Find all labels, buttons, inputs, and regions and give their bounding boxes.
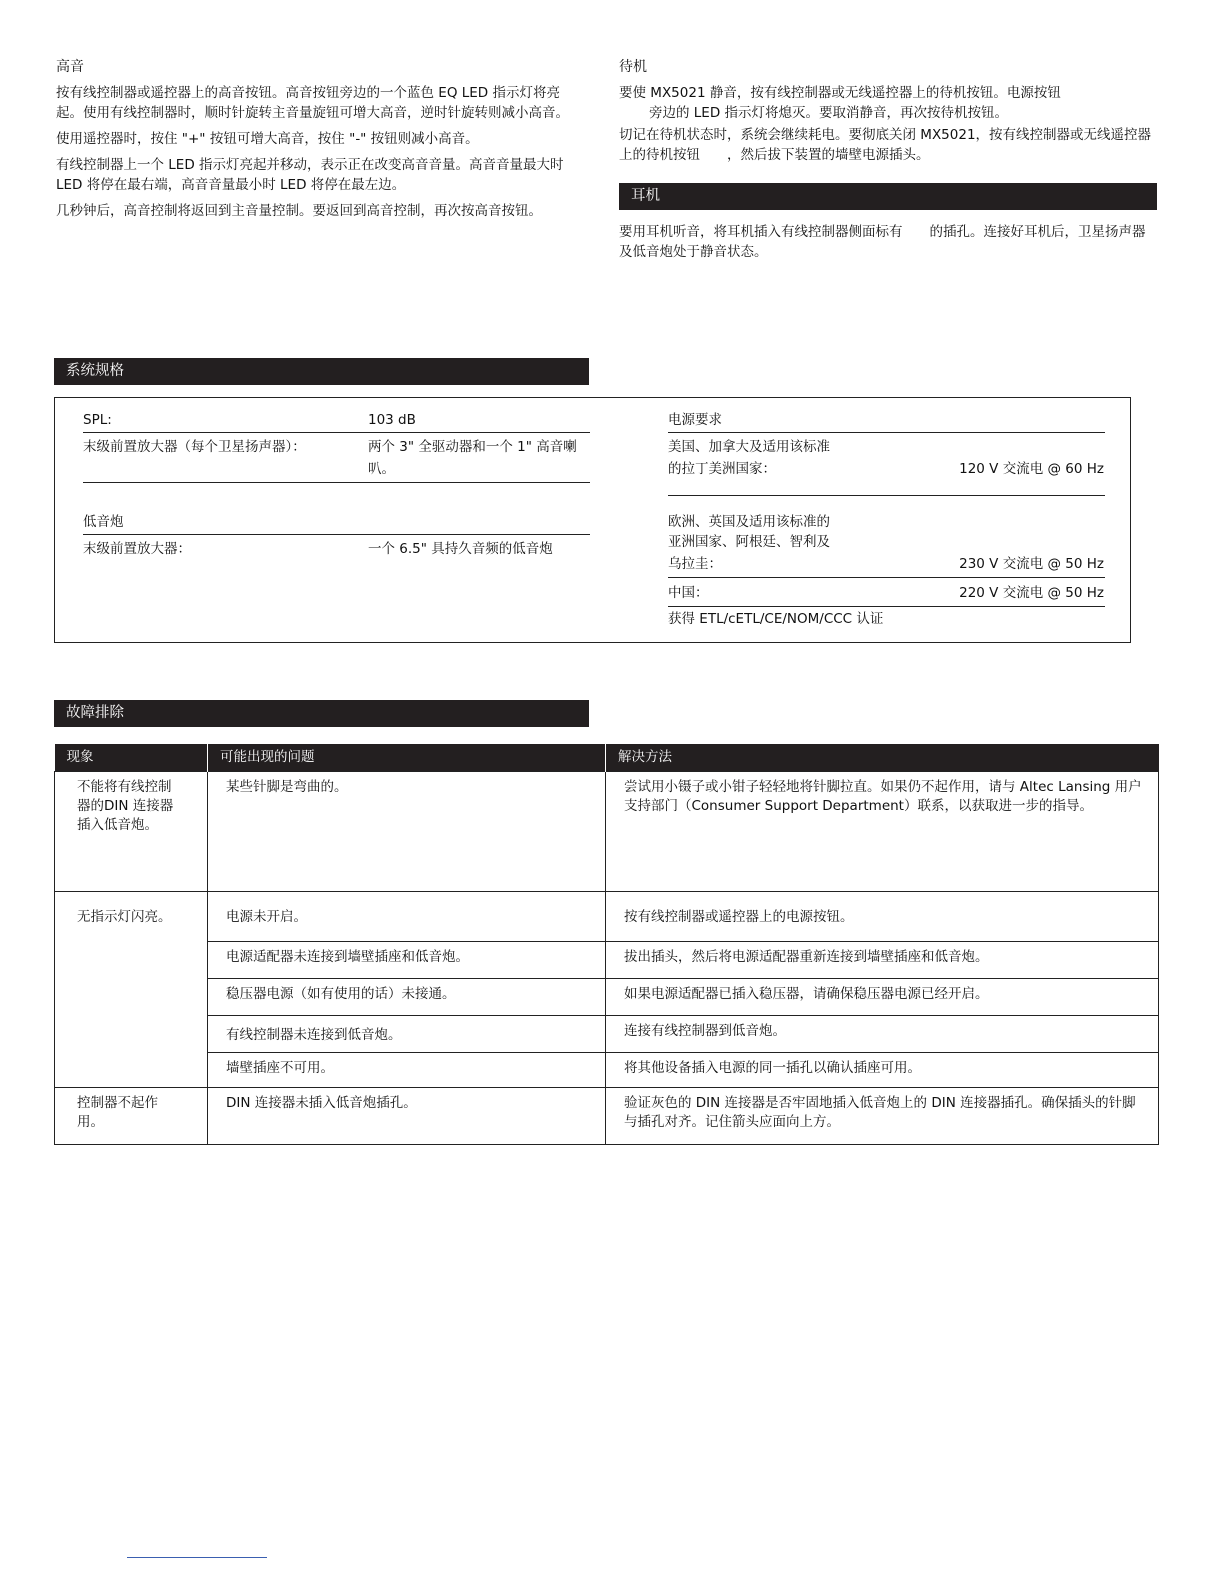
treble-section bbox=[56, 57, 584, 227]
treble-paragraph-2: 使用遥控器时，按住 "+" 按钮可增大高音，按住 "-" 按钮则减小高音。 bbox=[56, 131, 479, 147]
power-cn-label: 中国： bbox=[668, 585, 709, 601]
troubleshooting-section-bar: 故障排除 bbox=[54, 700, 589, 727]
power-eu-label-2: 亚洲国家、阿根廷、智利及 bbox=[668, 534, 830, 550]
subwoofer-value: 一个 6.5" 具持久音频的低音炮 bbox=[368, 541, 553, 557]
subwoofer-divider bbox=[83, 534, 590, 535]
problem-cell: 电源适配器未连接到墙壁插座和低音炮。 bbox=[208, 942, 606, 979]
standby-section bbox=[619, 57, 1153, 171]
power-eu-label-3: 乌拉圭： bbox=[668, 556, 722, 572]
amp-value: 两个 3" 全驱动器和一个 1" 高音喇叭。 bbox=[368, 439, 577, 477]
table-row bbox=[55, 1088, 1159, 1145]
troubleshooting-table bbox=[54, 744, 1159, 1145]
problem-cell: 稳压器电源（如有使用的话）未接通。 bbox=[208, 979, 606, 1016]
symptom-cell: 不能将有线控制器的DIN 连接器插入低音炮。 bbox=[55, 772, 208, 892]
treble-paragraph-3: 有线控制器上一个 LED 指示灯亮起并移动，表示正在改变高音音量。高音音量最大时 LED 将停在最右端，高音音量最小时 LED 将停在最左边。 bbox=[56, 157, 564, 193]
problem-cell: 有线控制器未连接到低音炮。 bbox=[208, 1016, 606, 1053]
table-header-row bbox=[55, 744, 1159, 772]
power-eu-divider bbox=[668, 577, 1105, 578]
table-row bbox=[55, 1016, 1159, 1053]
certification-text: 获得 ETL/cETL/CE/NOM/CCC 认证 bbox=[668, 611, 884, 627]
table-row bbox=[55, 772, 1159, 892]
treble-paragraph-1: 按有线控制器或遥控器上的高音按钮。高音按钮旁边的一个蓝色 EQ LED 指示灯将亮起。使用有线控制器时，顺时针旋转主音量旋钮可增大高音，逆时针旋转则减小高音。 bbox=[56, 85, 569, 121]
power-eu-value: 230 V 交流电 @ 50 Hz bbox=[959, 556, 1104, 572]
headphones-section-bar: 耳机 bbox=[619, 183, 1157, 210]
power-cn-divider bbox=[668, 606, 1105, 607]
problem-cell: 某些针脚是弯曲的。 bbox=[208, 772, 606, 892]
solution-cell: 拔出插头，然后将电源适配器重新连接到墙壁插座和低音炮。 bbox=[606, 942, 1159, 979]
table-row bbox=[55, 979, 1159, 1016]
table-row bbox=[55, 942, 1159, 979]
standby-paragraph-1-line-2: 旁边的 LED 指示灯将熄灭。要取消静音，再次按待机按钮。 bbox=[649, 105, 1009, 121]
problem-cell: DIN 连接器未插入低音炮插孔。 bbox=[208, 1088, 606, 1145]
specs-section-bar: 系统规格 bbox=[54, 358, 589, 385]
power-us-label-1: 美国、加拿大及适用该标准 bbox=[668, 439, 830, 455]
problem-cell: 墙壁插座不可用。 bbox=[208, 1053, 606, 1088]
table-row bbox=[55, 892, 1159, 942]
solution-cell: 验证灰色的 DIN 连接器是否牢固地插入低音炮上的 DIN 连接器插孔。确保插头的针脚与插孔对齐。记住箭头应面向上方。 bbox=[606, 1088, 1159, 1145]
amp-label: 末级前置放大器（每个卫星扬声器）： bbox=[83, 439, 306, 455]
standby-paragraph-2: 切记在待机状态时，系统会继续耗电。要彻底关闭 MX5021，按有线控制器或无线遥控器上的待机按钮 ，然后拔下装置的墙壁电源插头。 bbox=[619, 127, 1152, 163]
footer-link-line bbox=[127, 1557, 267, 1558]
power-cn-value: 220 V 交流电 @ 50 Hz bbox=[959, 585, 1104, 601]
power-divider bbox=[668, 432, 1105, 433]
solution-cell: 尝试用小镊子或小钳子轻轻地将针脚拉直。如果仍不起作用，请与 Altec Lansing 用户支持部门（Consumer Support Department）联系，以获取进一步的指导。 bbox=[606, 772, 1159, 892]
spl-label: SPL: bbox=[83, 412, 112, 428]
subwoofer-heading: 低音炮 bbox=[83, 514, 124, 530]
treble-paragraph-4: 几秒钟后，高音控制将返回到主音量控制。要返回到高音控制，再次按高音按钮。 bbox=[56, 203, 542, 219]
standby-heading: 待机 bbox=[619, 59, 647, 75]
solution-cell: 连接有线控制器到低音炮。 bbox=[606, 1016, 1159, 1053]
table-row bbox=[55, 1053, 1159, 1088]
symptom-cell: 无指示灯闪亮。 bbox=[55, 892, 208, 1088]
problem-cell: 电源未开启。 bbox=[208, 892, 606, 942]
amp-divider bbox=[83, 482, 590, 483]
spl-divider bbox=[83, 432, 590, 433]
standby-paragraph-1 bbox=[619, 83, 1153, 123]
solution-cell: 如果电源适配器已插入稳压器，请确保稳压器电源已经开启。 bbox=[606, 979, 1159, 1016]
standby-paragraph-1-line-1: 要使 MX5021 静音，按有线控制器或无线遥控器上的待机按钮。电源按钮 bbox=[619, 85, 1061, 101]
column-header-problem: 可能出现的问题 bbox=[208, 744, 606, 772]
column-header-solution: 解决方法 bbox=[606, 744, 1159, 772]
power-us-value: 120 V 交流电 @ 60 Hz bbox=[959, 461, 1104, 477]
power-us-label-2: 的拉丁美洲国家： bbox=[668, 461, 776, 477]
power-us-divider bbox=[668, 495, 1105, 496]
power-eu-label-1: 欧洲、英国及适用该标准的 bbox=[668, 514, 830, 530]
symptom-cell: 控制器不起作用。 bbox=[55, 1088, 208, 1145]
subwoofer-label: 末级前置放大器： bbox=[83, 541, 191, 557]
treble-heading: 高音 bbox=[56, 59, 84, 75]
headphones-text: 要用耳机听音，将耳机插入有线控制器侧面标有 的插孔。连接好耳机后，卫星扬声器及低音炮处于静音状态。 bbox=[619, 224, 1146, 260]
power-heading: 电源要求 bbox=[668, 412, 722, 428]
solution-cell: 将其他设备插入电源的同一插孔以确认插座可用。 bbox=[606, 1053, 1159, 1088]
spl-value: 103 dB bbox=[368, 412, 416, 428]
solution-cell: 按有线控制器或遥控器上的电源按钮。 bbox=[606, 892, 1159, 942]
column-header-symptom: 现象 bbox=[55, 744, 208, 772]
